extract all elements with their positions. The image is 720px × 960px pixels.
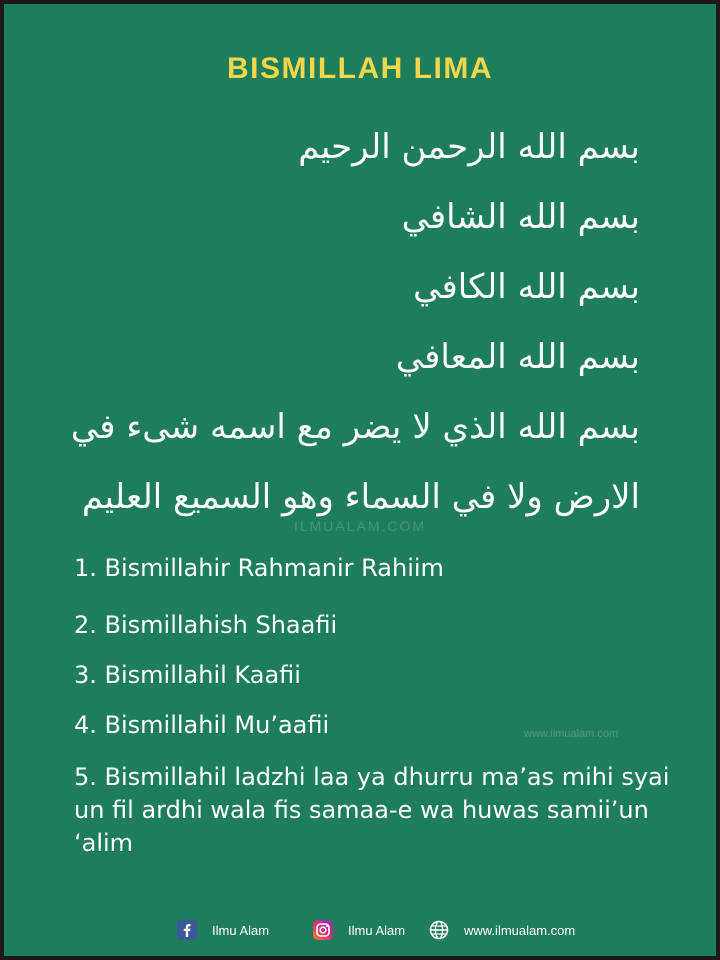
transliteration-item-4: 4. Bismillahil Mu’aafii	[74, 711, 330, 739]
footer-website-link[interactable]	[428, 916, 575, 944]
transliteration-item-3: 3. Bismillahil Kaafii	[74, 661, 301, 689]
facebook-label: Ilmu Alam	[212, 922, 270, 938]
website-label: www.ilmualam.com	[464, 922, 576, 938]
arabic-line-1: بسم الله الرحمن الرحيم	[298, 127, 640, 167]
page-title: BISMILLAH LIMA	[227, 52, 493, 85]
transliteration-item-2: 2. Bismillahish Shaafii	[74, 611, 338, 639]
arabic-line-4: بسم الله المعافي	[395, 337, 640, 377]
arabic-line-6: الارض ولا في السماء وهو السميع العليم	[81, 477, 640, 517]
instagram-label: Ilmu Alam	[348, 922, 406, 938]
globe-icon	[428, 919, 450, 941]
facebook-icon	[176, 919, 198, 941]
arabic-line-3: بسم الله الكافي	[413, 267, 640, 307]
transliteration-item-1: 1. Bismillahir Rahmanir Rahiim	[74, 554, 444, 582]
arabic-text-block	[50, 112, 640, 532]
footer-instagram-link[interactable]	[312, 916, 405, 944]
footer-facebook-link[interactable]	[176, 916, 269, 944]
instagram-icon	[312, 919, 334, 941]
arabic-line-5: بسم الله الذي لا يضر مع اسمه شىء في	[70, 407, 640, 447]
watermark-right: www.ilmualam.com	[524, 728, 619, 740]
watermark-center: ILMUALAM.COM	[293, 518, 427, 534]
arabic-line-2: بسم الله الشافي	[401, 197, 640, 237]
footer	[0, 916, 720, 944]
transliteration-item-5: 5. Bismillahil ladzhi laa ya dhurru ma’as mihi syai un fil ardhi wala fis samaa-e wa huwas samii’un ‘alim	[74, 763, 670, 857]
